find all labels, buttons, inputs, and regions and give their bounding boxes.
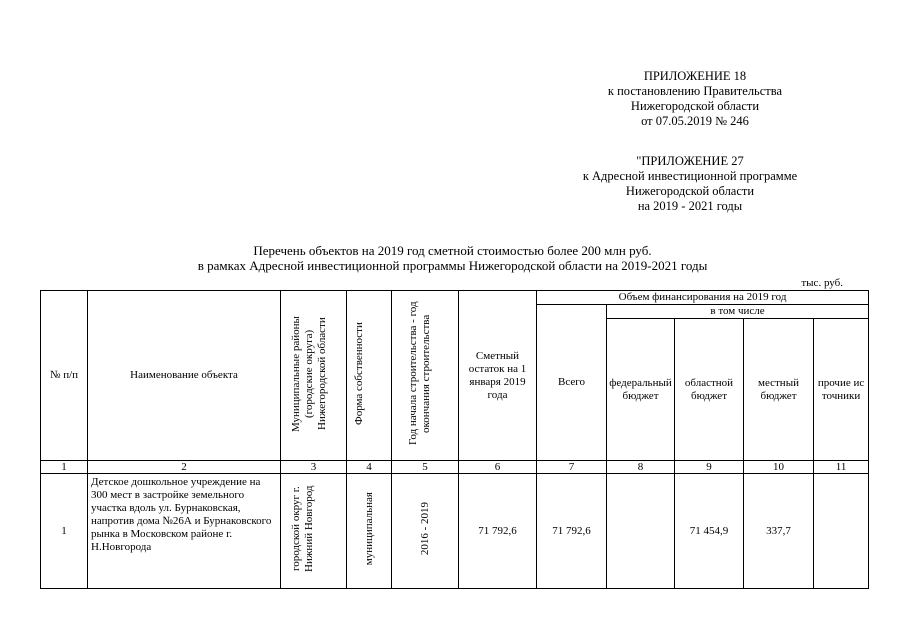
table-row	[41, 474, 869, 589]
appendix-18-line3: Нижегородской области	[630, 99, 760, 113]
header-other: прочие источники	[814, 319, 869, 461]
appendix-27-line3: Нижегородской области	[625, 184, 755, 198]
appendix-18-date: от 07.05.2019 № 246	[641, 114, 749, 128]
row-other	[814, 474, 869, 589]
header-district-text: Муниципальные районы (городские округа) Нижегородской области	[289, 315, 328, 432]
appendix-27-line4: на 2019 - 2021 годы	[637, 199, 743, 213]
header-years	[392, 291, 459, 461]
column-number: 6	[459, 461, 537, 474]
column-number: 2	[88, 461, 281, 474]
objects-table	[40, 290, 869, 589]
appendix-18-title: ПРИЛОЖЕНИЕ 18	[643, 69, 747, 83]
header-ownership-text: Форма собственности	[353, 322, 365, 425]
column-number: 5	[392, 461, 459, 474]
row-ownership-text: муниципальная	[362, 492, 375, 566]
column-numbers-row	[41, 461, 869, 474]
header-including: в том числе	[607, 305, 869, 319]
appendix-27-title: "ПРИЛОЖЕНИЕ 27	[636, 154, 744, 168]
row-years	[392, 474, 459, 589]
row-district-text: городской округ г. Нижний Новгород	[289, 485, 315, 573]
appendix-18-line2: к постановлению Правительства	[607, 84, 783, 98]
row-years-text: 2016 - 2019	[418, 502, 431, 556]
title-line-2: в рамках Адресной инвестиционной программы Нижегородской области на 2019-2021 годы	[197, 258, 708, 273]
column-number: 8	[607, 461, 675, 474]
header-financing: Объем финансирования на 2019 год	[537, 291, 869, 305]
row-ownership	[347, 474, 392, 589]
column-number: 11	[814, 461, 869, 474]
header-federal: федеральный бюджет	[607, 319, 675, 461]
column-number: 10	[744, 461, 814, 474]
column-number: 3	[281, 461, 347, 474]
header-local: местный бюджет	[744, 319, 814, 461]
column-number: 4	[347, 461, 392, 474]
appendix-18-block	[560, 69, 830, 129]
row-estimate: 71 792,6	[459, 474, 537, 589]
column-number: 9	[675, 461, 744, 474]
column-number: 7	[537, 461, 607, 474]
row-object-name: Детское дошкольное учреждение на 300 мест в застройке земельного участка вдоль ул. Бурнаковская, напротив дома №26А и Бурнаковского рынка в Московском районе г. Н.Новгорода	[88, 474, 281, 589]
document-title	[100, 243, 805, 273]
header-ownership	[347, 291, 392, 461]
row-district	[281, 474, 347, 589]
header-total: Всего	[537, 305, 607, 461]
row-num: 1	[41, 474, 88, 589]
header-regional: областной бюджет	[675, 319, 744, 461]
header-estimate: Сметный остаток на 1 января 2019 года	[459, 291, 537, 461]
row-federal	[607, 474, 675, 589]
header-district	[281, 291, 347, 461]
title-line-1: Перечень объектов на 2019 год сметной стоимостью более 200 млн руб.	[253, 243, 652, 258]
row-total: 71 792,6	[537, 474, 607, 589]
header-num: № п/п	[41, 291, 88, 461]
header-years-text: Год начала строительства - год окончания строительства	[407, 301, 432, 446]
column-number: 1	[41, 461, 88, 474]
appendix-27-line2: к Адресной инвестиционной программе	[582, 169, 798, 183]
appendix-27-block	[555, 154, 825, 214]
row-local: 337,7	[744, 474, 814, 589]
units-label: тыс. руб.	[801, 277, 843, 289]
row-regional: 71 454,9	[675, 474, 744, 589]
header-name: Наименование объекта	[88, 291, 281, 461]
